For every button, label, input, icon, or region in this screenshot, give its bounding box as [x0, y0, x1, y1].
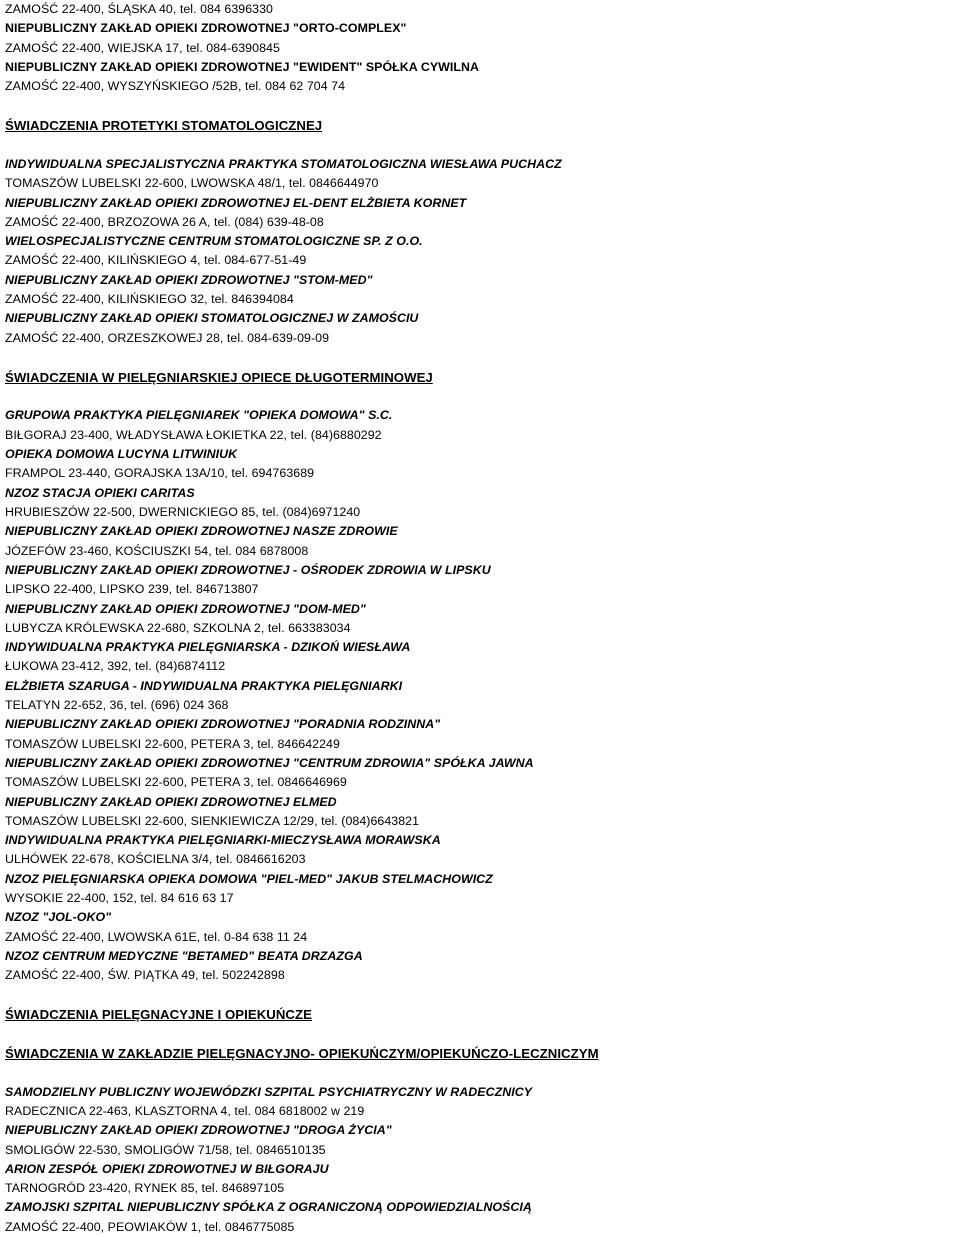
facility-name: NIEPUBLICZNY ZAKŁAD OPIEKI ZDROWOTNEJ - OŚRODEK ZDROWIA W LIPSKU: [5, 563, 491, 577]
section-heading: ŚWIADCZENIA PROTETYKI STOMATOLOGICZNEJ: [5, 118, 323, 133]
address-line: ZAMOŚĆ 22-400, KILIŃSKIEGO 32, tel. 846394084: [5, 292, 294, 306]
facility-name: NIEPUBLICZNY ZAKŁAD OPIEKI ZDROWOTNEJ ELMED: [5, 795, 337, 809]
address-line: ZAMOŚĆ 22-400, LWOWSKA 61E, tel. 0-84 638 11 24: [5, 930, 308, 944]
address-line: ZAMOŚĆ 22-400, BRZOZOWA 26 A, tel. (084) 639-48-08: [5, 215, 324, 229]
facility-name: INDYWIDUALNA PRAKTYKA PIELĘGNIARKI-MIECZYSŁAWA MORAWSKA: [5, 833, 441, 847]
facility-name: OPIEKA DOMOWA LUCYNA LITWINIUK: [5, 447, 238, 461]
facility-name: NZOZ PIELĘGNIARSKA OPIEKA DOMOWA "PIEL-MED" JAKUB STELMACHOWICZ: [5, 872, 493, 886]
address-line: SMOLIGÓW 22-530, SMOLIGÓW 71/58, tel. 0846510135: [5, 1143, 326, 1157]
address-line: TOMASZÓW LUBELSKI 22-600, LWOWSKA 48/1, tel. 0846644970: [5, 176, 379, 190]
facility-name: ARION ZESPÓŁ OPIEKI ZDROWOTNEJ W BIŁGORAJU: [5, 1162, 329, 1176]
address-line: WYSOKIE 22-400, 152, tel. 84 616 63 17: [5, 891, 234, 905]
facility-name: INDYWIDUALNA SPECJALISTYCZNA PRAKTYKA STOMATOLOGICZNA WIESŁAWA PUCHACZ: [5, 157, 562, 171]
facility-name: NZOZ "JOL-OKO": [5, 910, 112, 924]
section-heading: ŚWIADCZENIA W ZAKŁADZIE PIELĘGNACYJNO- OPIEKUŃCZYM/OPIEKUŃCZO-LECZNICZYM: [5, 1046, 599, 1061]
address-line: RADECZNICA 22-463, KLASZTORNA 4, tel. 084 6818002 w 219: [5, 1104, 365, 1118]
facility-name: NIEPUBLICZNY ZAKŁAD OPIEKI STOMATOLOGICZNEJ W ZAMOŚCIU: [5, 311, 419, 325]
address-line: ZAMOŚĆ 22-400, KILIŃSKIEGO 4, tel. 084-677-51-49: [5, 253, 307, 267]
section-heading: ŚWIADCZENIA PIELĘGNACYJNE I OPIEKUŃCZE: [5, 1007, 312, 1022]
address-line: ZAMOŚĆ 22-400, PEOWIAKÓW 1, tel. 0846775085: [5, 1220, 295, 1234]
address-line: ZAMOŚĆ 22-400, ŚW. PIĄTKA 49, tel. 502242898: [5, 968, 285, 982]
facility-name: NZOZ CENTRUM MEDYCZNE "BETAMED" BEATA DRZAZGA: [5, 949, 363, 963]
facility-name: NIEPUBLICZNY ZAKŁAD OPIEKI ZDROWOTNEJ "ORTO-COMPLEX": [5, 21, 407, 35]
facility-name: INDYWIDUALNA PRAKTYKA PIELĘGNIARSKA - DZIKOŃ WIESŁAWA: [5, 640, 411, 654]
facility-name: GRUPOWA PRAKTYKA PIELĘGNIAREK "OPIEKA DOMOWA" S.C.: [5, 408, 393, 422]
address-line: ULHÓWEK 22-678, KOŚCIELNA 3/4, tel. 0846616203: [5, 852, 306, 866]
facility-name: SAMODZIELNY PUBLICZNY WOJEWÓDZKI SZPITAL PSYCHIATRYCZNY W RADECZNICY: [5, 1085, 533, 1099]
address-line: ZAMOŚĆ 22-400, WYSZYŃSKIEGO /52B, tel. 084 62 704 74: [5, 79, 346, 93]
facility-name: NIEPUBLICZNY ZAKŁAD OPIEKI ZDROWOTNEJ "PORADNIA RODZINNA": [5, 717, 441, 731]
facility-name: ZAMOJSKI SZPITAL NIEPUBLICZNY SPÓŁKA Z OGRANICZONĄ ODPOWIEDZIALNOŚCIĄ: [5, 1200, 532, 1214]
address-line: BIŁGORAJ 23-400, WŁADYSŁAWA ŁOKIETKA 22, tel. (84)6880292: [5, 428, 382, 442]
facility-name: NIEPUBLICZNY ZAKŁAD OPIEKI ZDROWOTNEJ "DOM-MED": [5, 602, 366, 616]
facility-name: NIEPUBLICZNY ZAKŁAD OPIEKI ZDROWOTNEJ "EWIDENT" SPÓŁKA CYWILNA: [5, 60, 479, 74]
facility-name: WIELOSPECJALISTYCZNE CENTRUM STOMATOLOGICZNE SP. Z O.O.: [5, 234, 423, 248]
facility-name: NIEPUBLICZNY ZAKŁAD OPIEKI ZDROWOTNEJ "CENTRUM ZDROWIA" SPÓŁKA JAWNA: [5, 756, 534, 770]
address-line: LIPSKO 22-400, LIPSKO 239, tel. 846713807: [5, 582, 259, 596]
facility-name: NIEPUBLICZNY ZAKŁAD OPIEKI ZDROWOTNEJ "DROGA ŻYCIA": [5, 1123, 392, 1137]
address-line: FRAMPOL 23-440, GORAJSKA 13A/10, tel. 694763689: [5, 466, 315, 480]
address-line: TOMASZÓW LUBELSKI 22-600, PETERA 3, tel. 846642249: [5, 737, 340, 751]
address-line: TOMASZÓW LUBELSKI 22-600, SIENKIEWICZA 12/29, tel. (084)6643821: [5, 814, 420, 828]
facility-name: NIEPUBLICZNY ZAKŁAD OPIEKI ZDROWOTNEJ "STOM-MED": [5, 273, 373, 287]
address-line: TARNOGRÓD 23-420, RYNEK 85, tel. 846897105: [5, 1181, 285, 1195]
address-line: ŁUKOWA 23-412, 392, tel. (84)6874112: [5, 659, 226, 673]
address-line: TOMASZÓW LUBELSKI 22-600, PETERA 3, tel. 0846646969: [5, 775, 347, 789]
address-line: JÓZEFÓW 23-460, KOŚCIUSZKI 54, tel. 084 6878008: [5, 544, 309, 558]
address-line: TELATYN 22-652, 36, tel. (696) 024 368: [5, 698, 229, 712]
facility-name: ELŻBIETA SZARUGA - INDYWIDUALNA PRAKTYKA PIELĘGNIARKI: [5, 679, 403, 693]
section-heading: ŚWIADCZENIA W PIELĘGNIARSKIEJ OPIECE DŁUGOTERMINOWEJ: [5, 370, 433, 385]
address-line: ZAMOŚĆ 22-400, ŚLĄSKA 40, tel. 084 6396330: [5, 2, 273, 16]
address-line: ZAMOŚĆ 22-400, ORZESZKOWEJ 28, tel. 084-639-09-09: [5, 331, 330, 345]
facility-name: NIEPUBLICZNY ZAKŁAD OPIEKI ZDROWOTNEJ EL-DENT ELŻBIETA KORNET: [5, 196, 467, 210]
address-line: HRUBIESZÓW 22-500, DWERNICKIEGO 85, tel. (084)6971240: [5, 505, 361, 519]
address-line: ZAMOŚĆ 22-400, WIEJSKA 17, tel. 084-6390845: [5, 41, 280, 55]
facility-name: NIEPUBLICZNY ZAKŁAD OPIEKI ZDROWOTNEJ NASZE ZDROWIE: [5, 524, 398, 538]
address-line: LUBYCZA KRÓLEWSKA 22-680, SZKOLNA 2, tel. 663383034: [5, 621, 351, 635]
facility-name: NZOZ STACJA OPIEKI CARITAS: [5, 486, 195, 500]
